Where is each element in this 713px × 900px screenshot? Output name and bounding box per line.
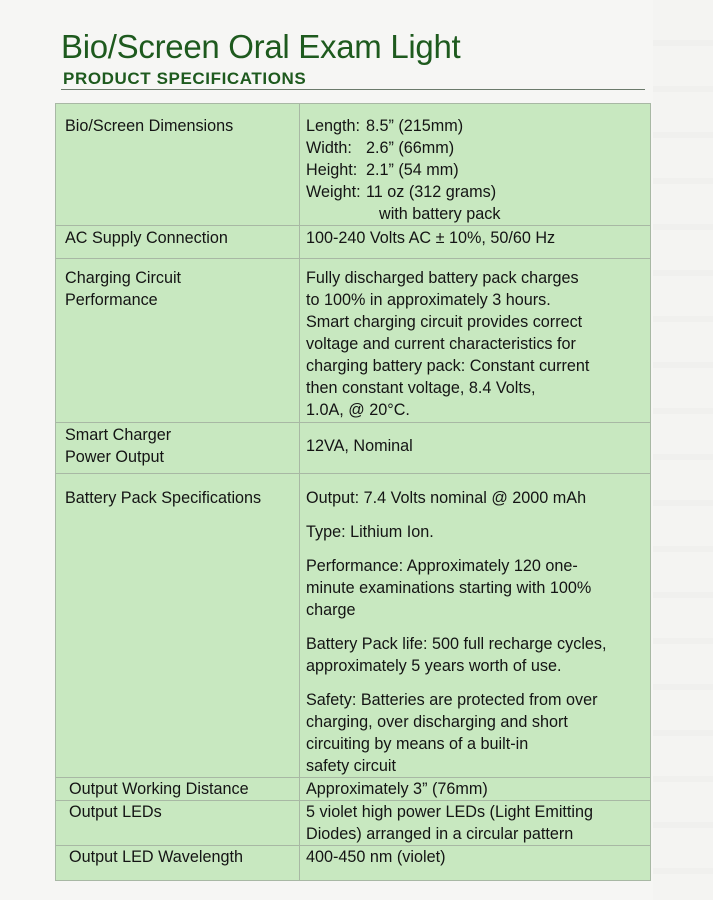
- battery-life: [306, 633, 644, 677]
- battery-type: [306, 521, 644, 543]
- spec-label-text: Output LEDs: [69, 803, 162, 821]
- spec-value-line: 1.0A, @ 20°C.: [306, 401, 410, 419]
- spec-value-line: Performance: Approximately 120 one-: [306, 557, 578, 575]
- spec-value-smart-charger: [300, 423, 651, 474]
- dimension-value: 2.1” (54 mm): [366, 161, 459, 179]
- spec-value-line: voltage and current characteristics for: [306, 335, 576, 353]
- spec-label-text: Output Working Distance: [69, 780, 249, 798]
- spec-value-charging: [300, 259, 651, 423]
- spec-value-line: 5 violet high power LEDs (Light Emitting: [306, 803, 594, 821]
- spec-value-line: circuiting by means of a built-in: [306, 735, 529, 753]
- battery-performance: [306, 555, 644, 621]
- spec-label-line: Charging Circuit: [65, 269, 182, 287]
- spec-value-wavelength: [300, 846, 651, 881]
- dimension-width: [306, 137, 644, 159]
- dimension-key: Width:: [306, 139, 352, 157]
- background-watermark: [653, 0, 713, 900]
- spec-value-line: Safety: Batteries are protected from over: [306, 691, 598, 709]
- spec-value-text: Approximately 3” (76mm): [306, 780, 488, 798]
- page-subtitle: PRODUCT SPECIFICATIONS: [63, 69, 307, 88]
- dimension-key: Weight:: [306, 183, 361, 201]
- dimension-key: Height:: [306, 161, 358, 179]
- spec-table: [55, 103, 651, 881]
- dimension-weight: [306, 181, 644, 203]
- spec-label-ac-supply: [56, 226, 300, 259]
- spec-value-line: to 100% in approximately 3 hours.: [306, 291, 551, 309]
- spec-value-line: charge: [306, 601, 356, 619]
- spec-value-line: charging, over discharging and short: [306, 713, 568, 731]
- spec-label-wavelength: [56, 846, 300, 881]
- spec-value-line: Smart charging circuit provides correct: [306, 313, 583, 331]
- spec-value-battery: [300, 474, 651, 778]
- spec-row-leds: [56, 801, 651, 846]
- spec-label-battery: [56, 474, 300, 778]
- dimension-key: Length:: [306, 117, 361, 135]
- spec-value-working-distance: [300, 778, 651, 801]
- spec-value-line: Type: Lithium Ion.: [306, 523, 434, 541]
- spec-value-line: Diodes) arranged in a circular pattern: [306, 825, 574, 843]
- spec-value-line: safety circuit: [306, 757, 396, 775]
- spec-value-line: Fully discharged battery pack charges: [306, 269, 579, 287]
- spec-row-ac-supply: [56, 226, 651, 259]
- battery-safety: [306, 689, 644, 777]
- spec-label-line: Power Output: [65, 448, 164, 466]
- spec-label-dimensions: [56, 104, 300, 226]
- dimension-height: [306, 159, 644, 181]
- spec-value-ac-supply: [300, 226, 651, 259]
- spec-row-charging: [56, 259, 651, 423]
- spec-value-line: then constant voltage, 8.4 Volts,: [306, 379, 536, 397]
- spec-label-text: AC Supply Connection: [65, 229, 228, 247]
- spec-value-line: charging battery pack: Constant current: [306, 357, 590, 375]
- page-title: Bio/Screen Oral Exam Light: [61, 28, 461, 65]
- spec-label-smart-charger: [56, 423, 300, 474]
- spec-label-line: Smart Charger: [65, 426, 172, 444]
- spec-label-text: Bio/Screen Dimensions: [65, 117, 234, 135]
- spec-value-line: Battery Pack life: 500 full recharge cycles,: [306, 635, 607, 653]
- spec-value-dimensions: [300, 104, 651, 226]
- dimension-length: [306, 115, 644, 137]
- spec-value-text: 12VA, Nominal: [306, 437, 413, 455]
- spec-value-line: minute examinations starting with 100%: [306, 579, 592, 597]
- spec-value-text: 100-240 Volts AC ± 10%, 50/60 Hz: [306, 229, 556, 247]
- spec-value-leds: [300, 801, 651, 846]
- spec-value-line: Output: 7.4 Volts nominal @ 2000 mAh: [306, 489, 587, 507]
- spec-label-charging: [56, 259, 300, 423]
- dimension-weight-note: with battery pack: [379, 205, 501, 223]
- dimension-value: 2.6” (66mm): [366, 139, 455, 157]
- dimension-value: 8.5” (215mm): [366, 117, 464, 135]
- spec-row-dimensions: [56, 104, 651, 226]
- spec-label-text: Output LED Wavelength: [69, 848, 243, 866]
- spec-label-leds: [56, 801, 300, 846]
- spec-label-line: Performance: [65, 291, 158, 309]
- spec-row-smart-charger: [56, 423, 651, 474]
- title-rule: [61, 89, 645, 90]
- spec-value-text: 400-450 nm (violet): [306, 848, 446, 866]
- spec-label-working-distance: [56, 778, 300, 801]
- battery-output: [306, 487, 644, 509]
- spec-row-working-distance: [56, 778, 651, 801]
- spec-row-wavelength: [56, 846, 651, 881]
- dimension-value: 11 oz (312 grams): [366, 183, 497, 201]
- spec-value-line: approximately 5 years worth of use.: [306, 657, 562, 675]
- spec-row-battery: [56, 474, 651, 778]
- spec-label-text: Battery Pack Specifications: [65, 489, 262, 507]
